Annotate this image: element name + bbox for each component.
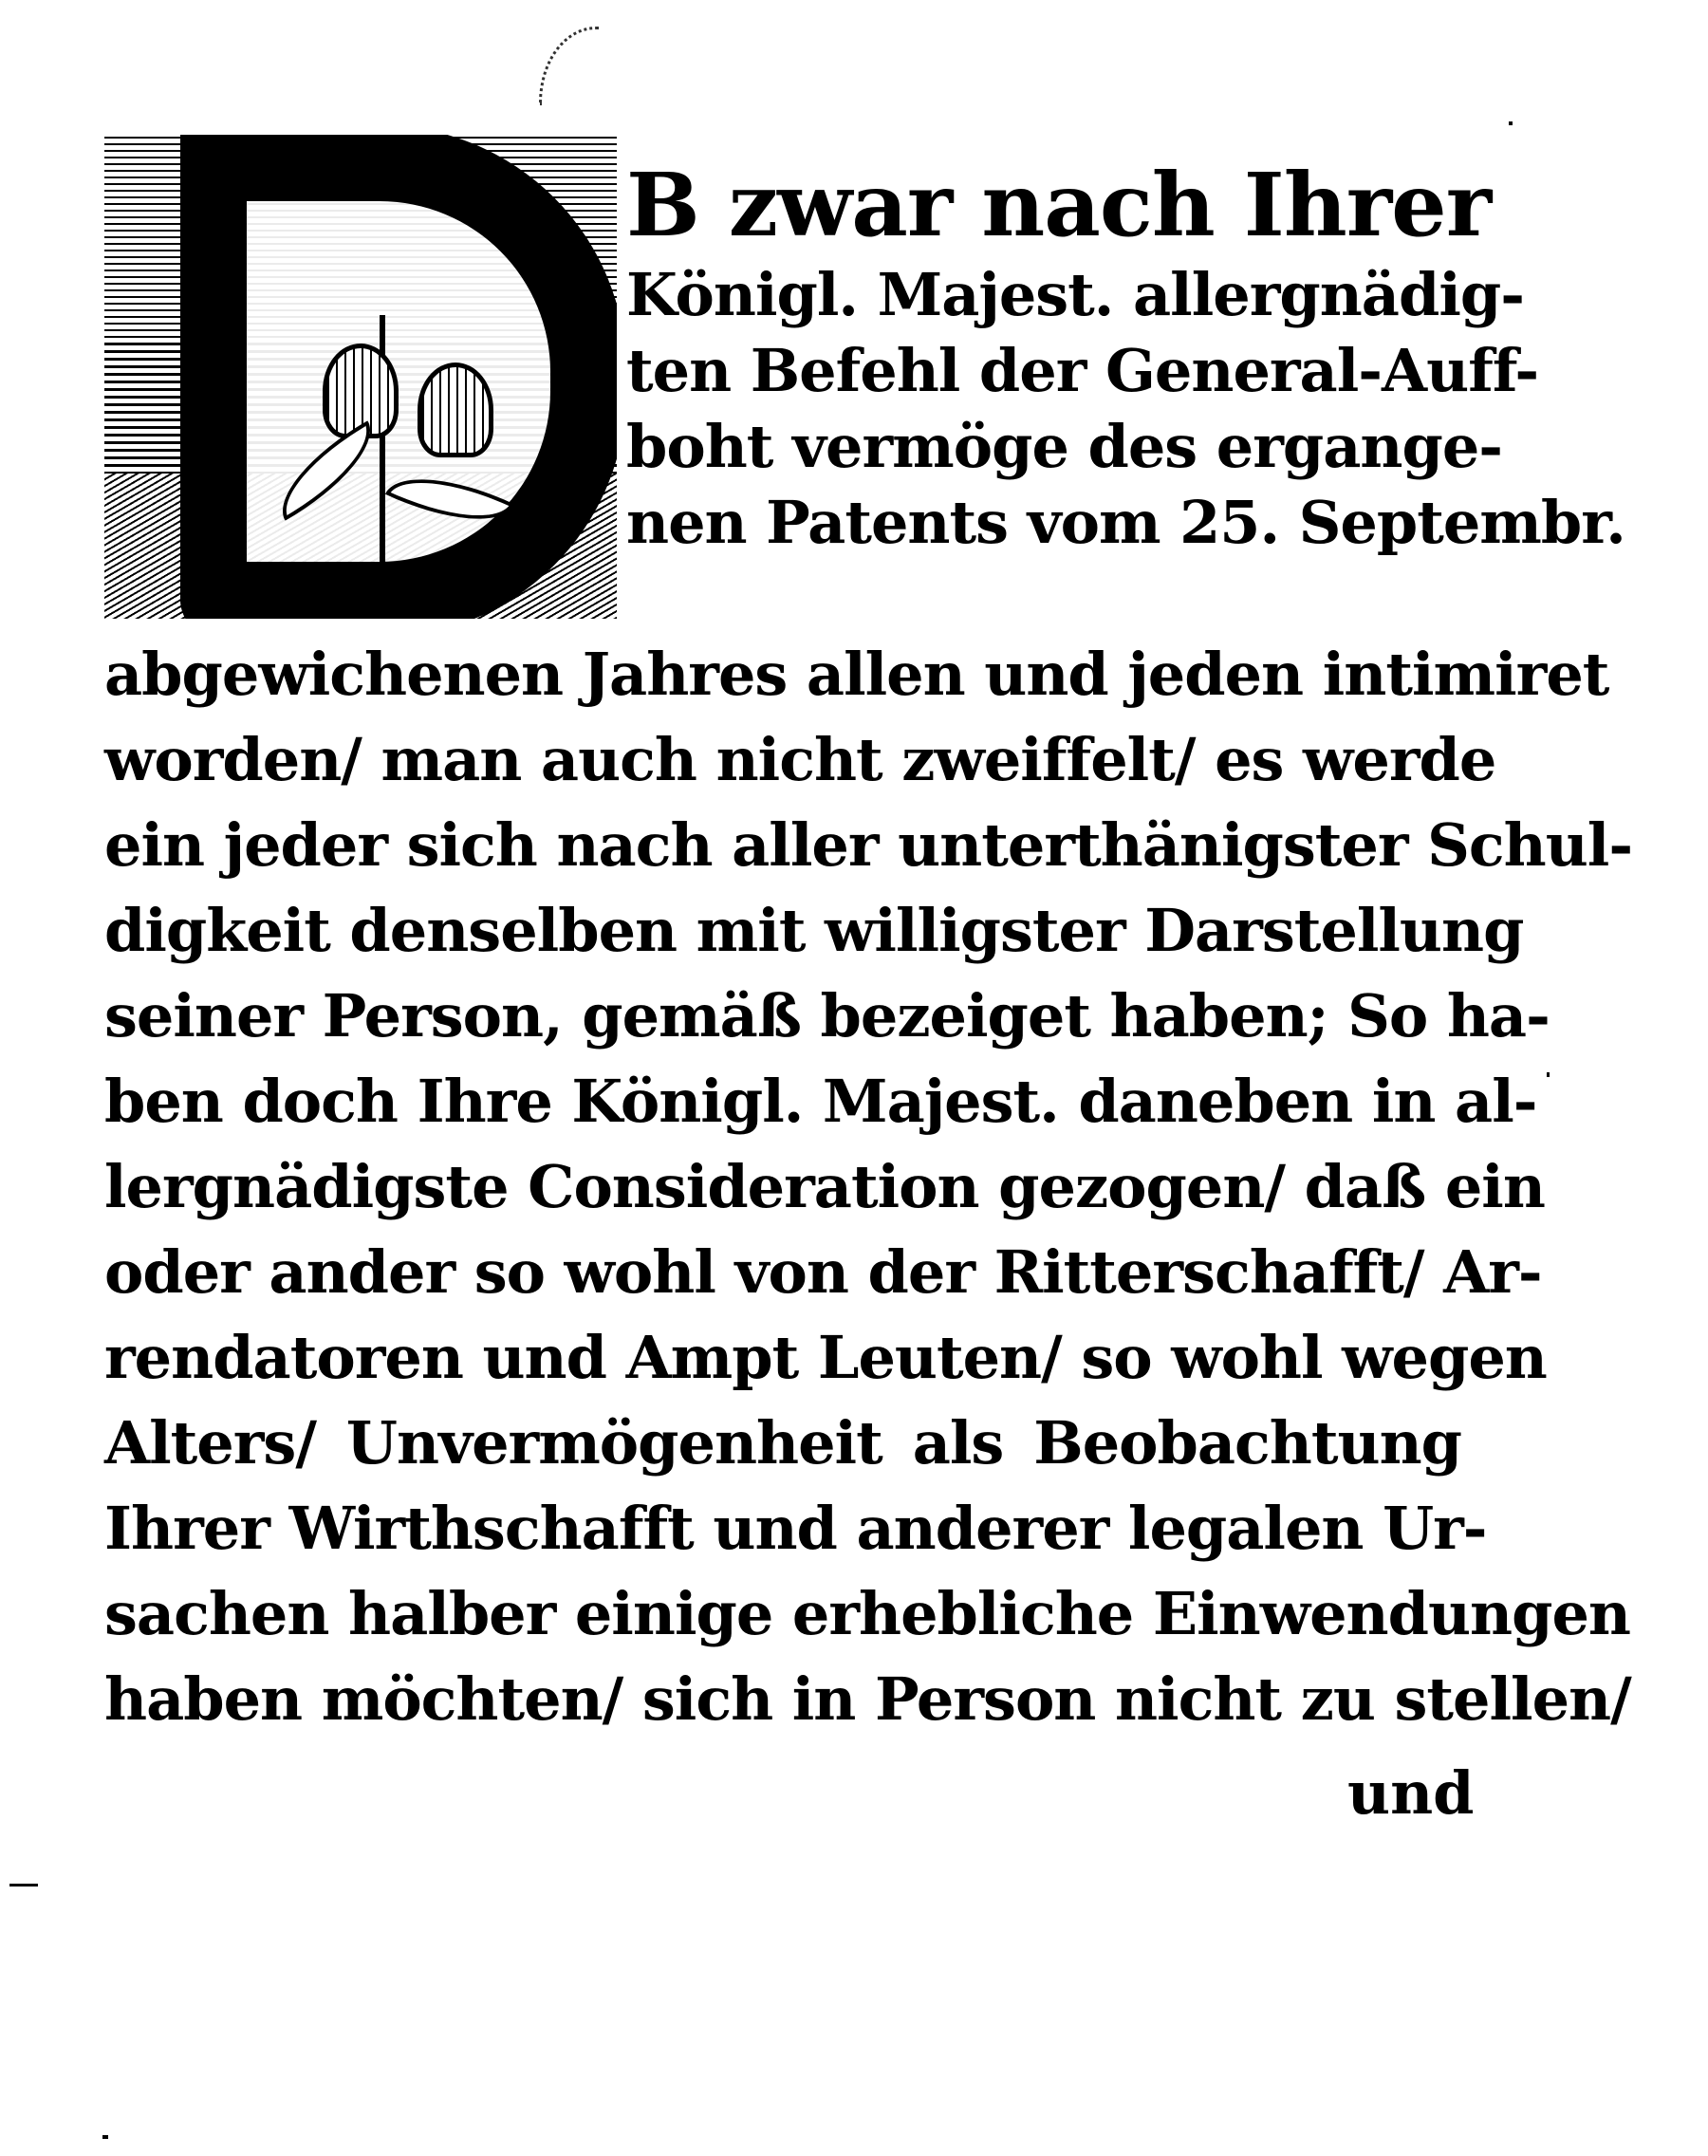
text-line: ben doch Ihre Königl. Majest. daneben in al-: [104, 1067, 1537, 1136]
text-line: haben möchten/ sich in Person nicht zu stellen/: [104, 1664, 1631, 1734]
text-line: worden/ man auch nicht zweiffelt/ es werde: [104, 725, 1496, 794]
text-line: nen Patents vom 25. Septembr.: [626, 488, 1625, 557]
text-line: Ihrer Wirthschafft und anderer legalen Ur-: [104, 1494, 1487, 1563]
text-line: rendatoren und Ampt Leuten/ so wohl wegen: [104, 1323, 1547, 1392]
text-line: seiner Person, gemäß bezeiget haben; So ha-: [104, 981, 1550, 1050]
text-line: abgewichenen Jahres allen und jeden intimiret: [104, 640, 1609, 709]
text-line: Alters/ Unvermögenheit als Beobachtung: [104, 1408, 1461, 1478]
decorated-initial-woodcut: [104, 135, 617, 619]
scan-artifact-arc: [539, 27, 599, 105]
text-line: sachen halber einige erhebliche Einwendungen: [104, 1579, 1630, 1648]
scan-speck: [1547, 1072, 1550, 1077]
text-line: oder ander so wohl von der Ritterschafft/ Ar-: [104, 1237, 1542, 1307]
text-line: ein jeder sich nach aller unterthänigster Schul-: [104, 810, 1633, 880]
text-line: Königl. Majest. allergnädig-: [626, 260, 1524, 329]
catchword: und: [1347, 1758, 1475, 1828]
scan-speck: [1509, 121, 1513, 125]
bell-flower-icon: [418, 362, 493, 457]
text-line: ten Befehl der General-Auff-: [626, 336, 1539, 405]
text-line: lergnädigste Consideration gezogen/ daß ein: [104, 1152, 1545, 1221]
scan-speck: [102, 2135, 108, 2139]
text-line: boht vermöge des ergange-: [626, 412, 1503, 481]
initial-letter-d-shape: [180, 135, 617, 619]
text-line: digkeit denselben mit willigster Darstellung: [104, 896, 1524, 965]
scan-speck: [9, 1884, 38, 1886]
first-line: B zwar nach Ihrer: [626, 154, 1492, 256]
